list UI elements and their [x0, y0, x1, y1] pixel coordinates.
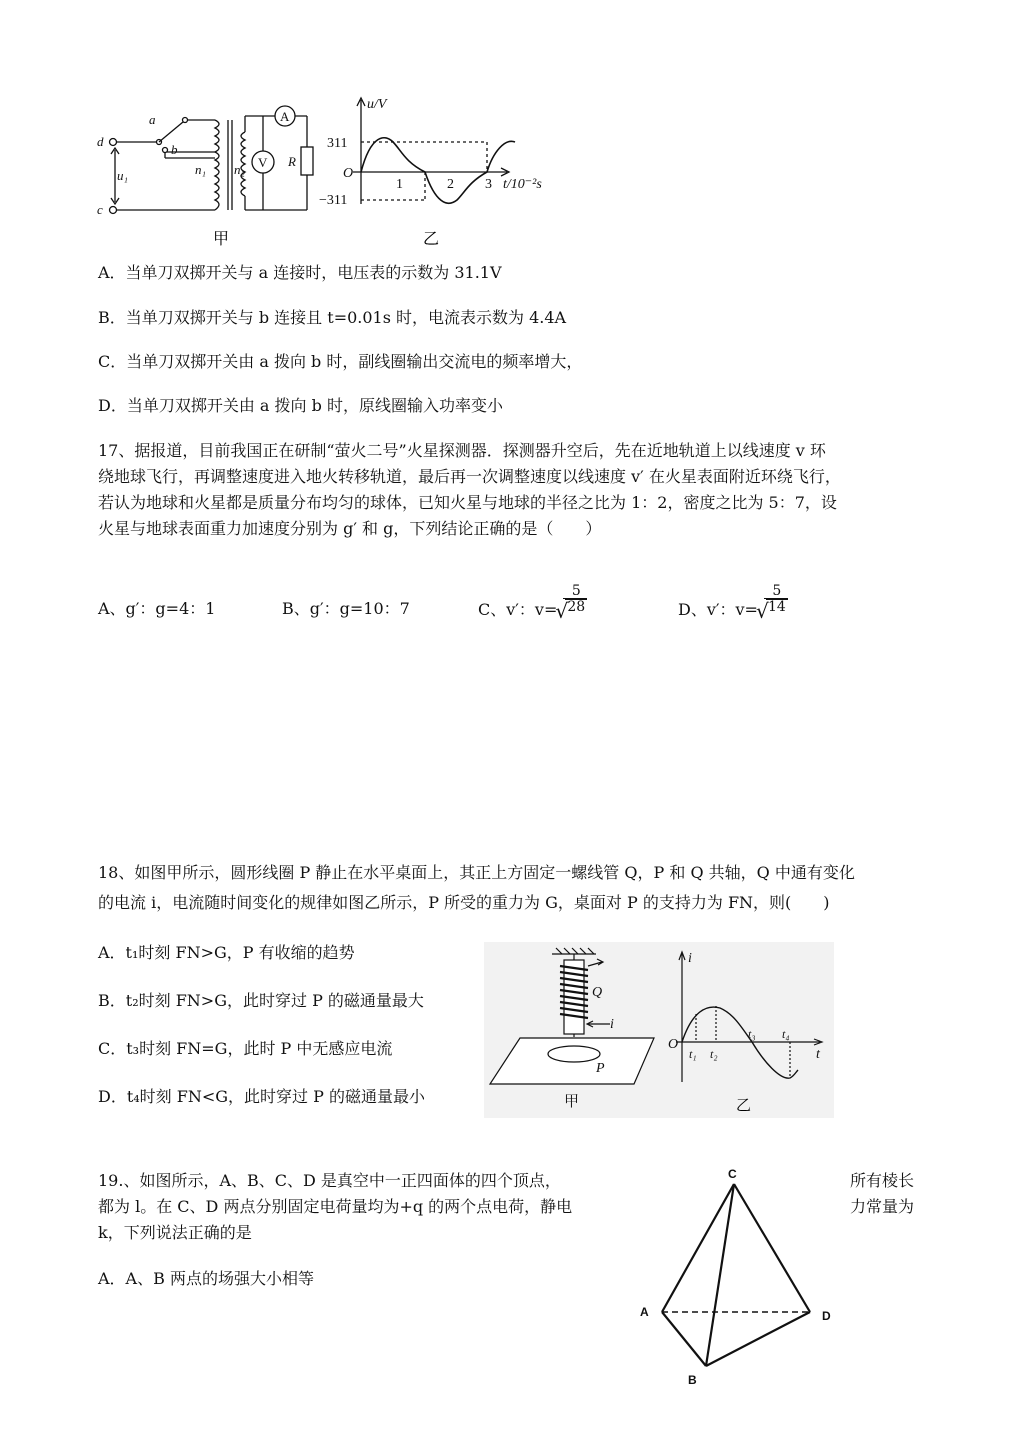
q16-option-c: C．当单刀双掷开关由 a 拨向 b 时，副线圈输出交流电的频率增大， — [98, 352, 583, 371]
circuit-labels — [97, 109, 296, 217]
svg-text:n₁: n₁ — [195, 162, 207, 177]
q16-option-b: B．当单刀双掷开关与 b 连接且 t=0.01s 时，电流表示数为 4.4A — [98, 308, 567, 327]
fig16-yi-label: 乙 — [423, 231, 440, 248]
svg-text:V: V — [258, 155, 268, 170]
svg-text:t₂: t₂ — [710, 1047, 718, 1061]
q18-option-b: B．t₂时刻 FN>G，此时穿过 P 的磁通量最大 — [98, 991, 424, 1010]
q16-option-a: A．当单刀双掷开关与 a 连接时，电压表的示数为 31.1V — [98, 263, 502, 282]
q17-line-1: 17、据报道，目前我国正在研制“萤火二号”火星探测器．探测器升空后，先在近地轨道上以线速度 v 环 — [98, 441, 826, 460]
svg-text:A: A — [640, 1305, 649, 1319]
current-graph — [676, 952, 822, 1082]
svg-text:1: 1 — [396, 177, 403, 192]
current-graph-labels — [668, 951, 821, 1062]
q17-line-2: 绕地球飞行，再调整速度进入地火转移轨道，最后再一次调整速度以线速度 v′ 在火星表面附近环绕飞行， — [98, 467, 841, 486]
q18-option-d: D．t₄时刻 FN<G，此时穿过 P 的磁通量最小 — [98, 1087, 425, 1106]
q18-line-1: 18、如图甲所示，圆形线圈 P 静止在水平桌面上，其正上方固定一螺线管 Q，P 和 Q 共轴，Q 中通有变化 — [98, 863, 855, 882]
tetrahedron-edges — [662, 1184, 810, 1366]
svg-text:t₄: t₄ — [782, 1027, 790, 1041]
q16-option-d: D．当单刀双掷开关由 a 拨向 b 时，原线圈输入功率变小 — [98, 396, 503, 415]
svg-text:3: 3 — [485, 177, 492, 192]
svg-text:R: R — [288, 154, 296, 169]
svg-text:D: D — [822, 1309, 831, 1323]
svg-text:Q: Q — [592, 985, 603, 1000]
q18-option-c: C．t₃时刻 FN=G，此时 P 中无感应电流 — [98, 1039, 393, 1058]
svg-text:t₃: t₃ — [748, 1027, 756, 1041]
svg-text:i: i — [610, 1017, 614, 1032]
q17-line-3: 若认为地球和火星都是质量分布均匀的球体，已知火星与地球的半径之比为 1：2，密度之比为 5：7，设 — [98, 493, 837, 512]
svg-text:a: a — [149, 112, 156, 127]
svg-text:i: i — [688, 951, 692, 966]
svg-text:u/V: u/V — [367, 97, 387, 112]
sine-curve — [361, 138, 515, 203]
svg-text:d: d — [97, 134, 104, 149]
svg-text:c: c — [97, 202, 103, 217]
q18-figure — [484, 942, 834, 1118]
q17-line-4: 火星与地球表面重力加速度分别为 g′ 和 g，下列结论正确的是（ ） — [98, 519, 602, 538]
fig16-jia-label: 甲 — [213, 231, 230, 248]
q17-option-b: B、g′：g=10：7 — [282, 599, 410, 618]
svg-text:b: b — [171, 142, 178, 157]
svg-text:B: B — [688, 1373, 697, 1387]
svg-text:t₁: t₁ — [689, 1047, 697, 1061]
svg-text:u₁: u₁ — [117, 168, 129, 183]
graph-labels — [319, 97, 542, 208]
svg-text:O: O — [343, 166, 354, 181]
q17-option-a: A、g′：g=4：1 — [98, 599, 216, 618]
q16-figure — [95, 92, 565, 252]
svg-text:t/10⁻²s: t/10⁻²s — [503, 177, 542, 192]
svg-text:311: 311 — [327, 136, 348, 151]
q18-yi-label: 乙 — [736, 1098, 752, 1114]
q19-line-2-right: 力常量为 — [850, 1197, 915, 1216]
svg-text:甲: 甲 — [564, 1094, 580, 1110]
q19-line-3: k，下列说法正确的是 — [98, 1223, 252, 1242]
svg-text:n₂: n₂ — [234, 162, 246, 177]
q19-option-a: A．A、B 两点的场强大小相等 — [98, 1269, 314, 1288]
svg-text:−311: −311 — [319, 193, 348, 208]
q17-option-d: D、v′：v= √ $\frac{5}{14}$ — [678, 583, 786, 623]
svg-text:2: 2 — [447, 177, 454, 192]
svg-text:t: t — [816, 1047, 820, 1062]
tetrahedron-vertex-labels — [640, 1167, 831, 1387]
q19-line-1-left: 19.、如图所示，A、B、C、D 是真空中一正四面体的四个顶点， — [98, 1171, 561, 1190]
svg-text:O: O — [668, 1037, 679, 1052]
tetrahedron-figure — [630, 1160, 850, 1390]
svg-text:C: C — [728, 1167, 737, 1181]
q19-line-1-right: 所有棱长 — [850, 1171, 915, 1190]
q18-line-2: 的电流 i，电流随时间变化的规律如图乙所示，P 所受的重力为 G，桌面对 P 的支持力为 FN，则( ) — [98, 893, 830, 912]
q19-line-2-left: 都为 l。在 C、D 两点分别固定电荷量均为+q 的两个点电荷，静电 — [98, 1197, 573, 1216]
svg-text:P: P — [596, 1061, 605, 1076]
solenoid-diagram — [490, 948, 654, 1084]
svg-text:A: A — [280, 109, 290, 124]
q17-option-c: C、v′：v= √ $\frac{5}{28}$ — [478, 583, 586, 623]
q18-option-a: A．t₁时刻 FN>G，P 有收缩的趋势 — [98, 943, 355, 962]
